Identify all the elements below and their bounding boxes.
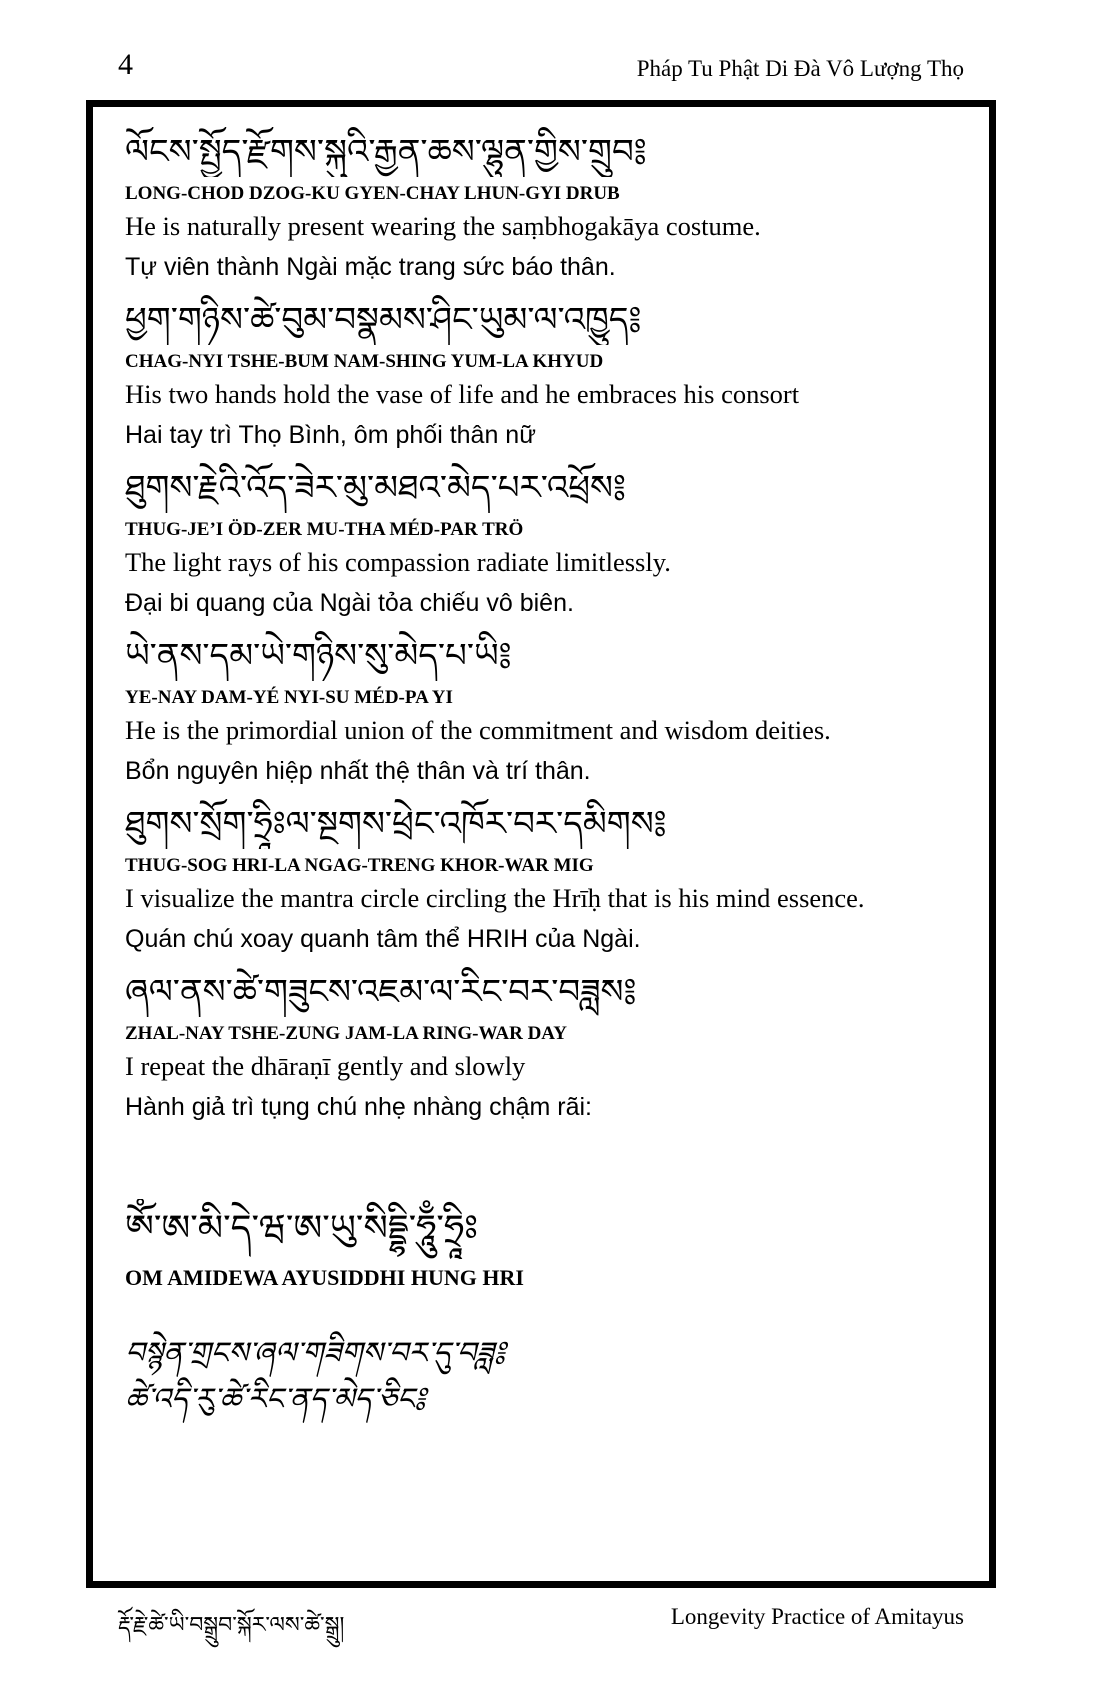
- vietnamese-translation: Quán chú xoay quanh tâm thể HRIH của Ngài.: [125, 925, 641, 953]
- footer-english-title: Longevity Practice of Amitayus: [670, 1604, 964, 1629]
- running-header-title: Pháp Tu Phật Di Đà Vô Lượng Thọ: [636, 56, 964, 81]
- closing-instructions: [125, 1331, 961, 1423]
- transliteration: THUG-JE’I ÖD-ZER MU-THA MÉD-PAR TRÖ: [125, 519, 524, 540]
- verse-5: [125, 799, 961, 959]
- tibetan-line: ཐུགས་སྲོག་ཧྲཱིཿལ་སྔགས་ཕྲེང་འཁོར་བར་དམིགས༔: [125, 804, 667, 844]
- verse-2: [125, 295, 961, 455]
- english-translation: I visualize the mantra circle circling the Hrīḥ that is his mind essence.: [125, 883, 865, 913]
- verse-6: [125, 967, 961, 1127]
- english-translation: His two hands hold the vase of life and he embraces his consort: [125, 379, 800, 409]
- vietnamese-translation: Tự viên thành Ngài mặc trang sức báo thân.: [125, 253, 616, 281]
- text-frame: [86, 100, 996, 1588]
- transliteration: CHAG-NYI TSHE-BUM NAM-SHING YUM-LA KHYUD: [125, 351, 604, 372]
- mantra-transliteration: OM AMIDEWA AYUSIDDHI HUNG HRI: [125, 1265, 524, 1290]
- vietnamese-translation: Hai tay trì Thọ Bình, ôm phối thân nữ: [125, 421, 536, 449]
- english-translation: The light rays of his compassion radiate limitlessly.: [125, 547, 671, 577]
- english-translation: He is naturally present wearing the saṃbhogakāya costume.: [125, 211, 761, 241]
- tibetan-line: ཞལ་ནས་ཚེ་གཟུངས་འཇམ་ལ་རིང་བར་བཟླས༔: [125, 972, 637, 1012]
- tibetan-line: ཐུགས་རྗེའི་འོད་ཟེར་མུ་མཐའ་མེད་པར་འཕྲོས༔: [125, 468, 626, 508]
- english-translation: He is the primordial union of the commitment and wisdom deities.: [125, 715, 831, 745]
- frame-content: [125, 127, 961, 1423]
- footer-tibetan-title: རྡོ་རྗེ་ཚེ་ཡི་བསྒྲུབ་སྐོར་ལས་ཚེ་སྒྲུ།: [118, 1613, 345, 1638]
- tibetan-line: ཕྱག་གཉིས་ཚེ་བུམ་བསྣམས་ཤིང་ཡུམ་ལ་འཁྱུད༔: [125, 300, 642, 340]
- transliteration: ZHAL-NAY TSHE-ZUNG JAM-LA RING-WAR DAY: [125, 1023, 567, 1044]
- mantra-tibetan: ཨོཾ་ཨ་མི་དེ་ཝ་ཨ་ཡུ་སིདྡྷི་ཧཱུྃ་ཧྲཱིཿ: [125, 1208, 478, 1249]
- transliteration: YE-NAY DAM-YÉ NYI-SU MÉD-PA YI: [125, 687, 453, 708]
- tibetan-line: ལོངས་སྤྱོད་རྫོགས་སྐུའི་རྒྱན་ཆས་ལྷུན་གྱིས་གྲུབ༔: [125, 132, 647, 172]
- transliteration: LONG-CHOD DZOG-KU GYEN-CHAY LHUN-GYI DRUB: [125, 183, 620, 204]
- closing-tibetan-line-2: ཚེ་འདི་རུ་ཚེ་རིང་ནད་མེད་ཅིང༔: [125, 1382, 426, 1417]
- vietnamese-translation: Đại bi quang của Ngài tỏa chiếu vô biên.: [125, 589, 574, 617]
- english-translation: I repeat the dhāraṇī gently and slowly: [125, 1051, 526, 1081]
- vietnamese-translation: Bổn nguyên hiệp nhất thệ thân và trí thân.: [125, 757, 591, 785]
- mantra-block: [125, 1199, 961, 1291]
- tibetan-line: ཡེ་ནས་དམ་ཡེ་གཉིས་སུ་མེད་པ་ཡི༔: [125, 636, 512, 676]
- verse-4: [125, 631, 961, 791]
- page-number: 4: [118, 48, 133, 81]
- verse-1: [125, 127, 961, 287]
- closing-tibetan-line-1: བསྙེན་གྲངས་ཞལ་གཟིགས་བར་དུ་བཟླ༔: [125, 1336, 506, 1371]
- verse-3: [125, 463, 961, 623]
- vietnamese-translation: Hành giả trì tụng chú nhẹ nhàng chậm rãi:: [125, 1093, 592, 1121]
- transliteration: THUG-SOG HRI-LA NGAG-TRENG KHOR-WAR MIG: [125, 855, 594, 876]
